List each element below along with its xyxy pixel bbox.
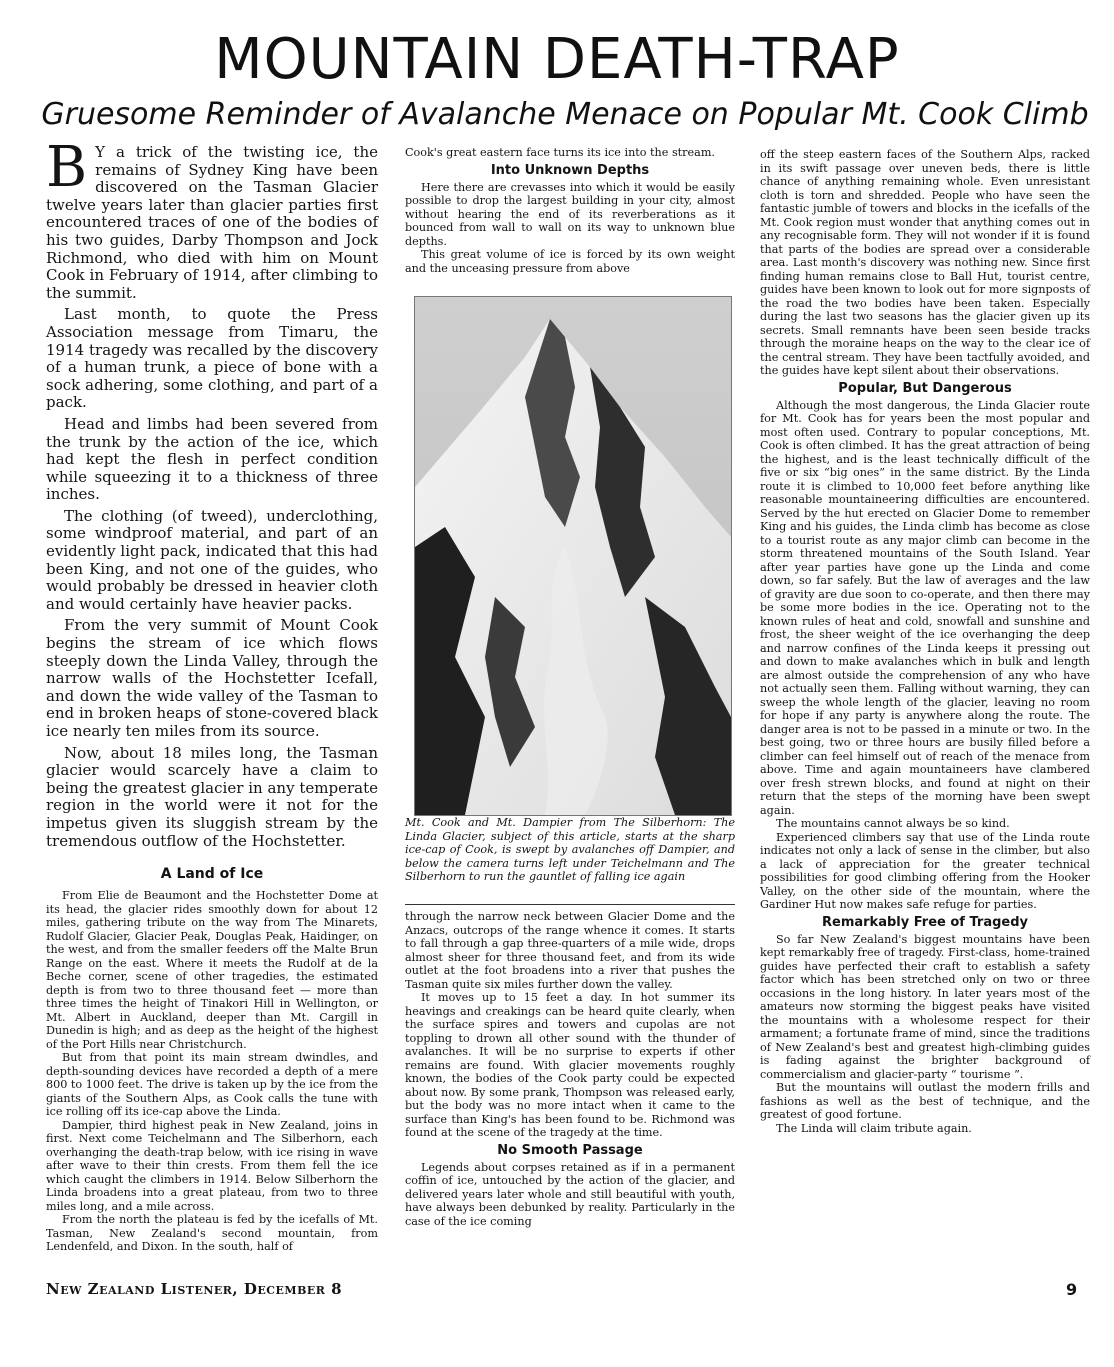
paragraph: Cook's great eastern face turns its ice into the stream. xyxy=(405,146,715,159)
article-column-2-top xyxy=(405,146,735,275)
paragraph: off the steep eastern faces of the Southern Alps, racked in its swift passage over uneven beds, there is little chance of anything remaining whole. Even unresistant cloth is torn and shredded. People who have seen the fantastic jumble of towers and blocks in the icefalls of the Mt. Cook region must wonder that anything comes out in any recognisable form. They will not wonder if it is found that parts of the bodies are spread over a considerable area. Last month's discovery was nothing new. Since first finding human remains close to Ball Hut, tourist centre, guides have been known to look out for more signposts of the road the two bodies have been taken. Especially during the last two seasons has the glacier given up its secrets. Small remnants have been seen beside tracks through the moraine heaps on the way to the clear ice of the central stream. They have been tactfully avoided, and the guides have kept silent about their observations. xyxy=(760,148,1090,377)
article-column-1 xyxy=(46,135,378,1254)
paragraph: Experienced climbers say that use of the Linda route indicates not only a lack of sense in the climber, but also a lack of appreciation for the greater technical possibilities for good climbing offering from the Hooker Valley, on the other side of the mountain, where the Gardiner Hut now makes safe refuge for parties. xyxy=(760,830,1090,911)
paragraph: But the mountains will outlast the modern frills and fashions as well as the best of technique, and the greatest of good fortune. xyxy=(760,1081,1090,1121)
section-heading-land-of-ice: A Land of Ice xyxy=(160,866,264,883)
headline: MOUNTAIN DEATH-TRAP xyxy=(214,27,900,92)
mountain-photo-illustration xyxy=(415,297,731,815)
section-heading-popular-but-dangerous: Popular, But Dangerous xyxy=(838,380,1012,396)
paragraph: So far New Zealand's biggest mountains have been kept remarkably free of tragedy. First-class, home-trained guides have perfected their craft to establish a safety factor which has been stretched only on two or three occasions in the long history. In later years most of the amateurs now storming the biggest peaks have visited the mountains with a wholesome respect for their armament; a fortunate frame of mind, since the traditions of New Zealand's best and greatest high-climbing guides is fading against the brighter background of commercialism and glacier-party “ tourisme ”. xyxy=(760,932,1090,1081)
section-heading-free-of-tragedy: Remarkably Free of Tragedy xyxy=(822,914,1028,930)
mountain-photo xyxy=(414,296,732,816)
paragraph: From Elie de Beaumont and the Hochstetter Dome at its head, the glacier rides smoothly down for about 12 miles, gathering tribute on the way from The Minarets, Rudolf Glacier, Glacier Peak, Douglas Peak, Haidinger, on the west, and from the smaller feeders off the Malte Brun Range on the east. Where it meets the Rudolf at de la Beche corner, scene of other tragedies, the estimated depth is from two to three thousand feet — more than three times the height of Tinakori Hill in Wellington, or Mt. Albert in Auckland, deeper than Mt. Cargill in Dunedin is high; and as deep as the height of the highest of the Port Hills near Christchurch. xyxy=(46,889,378,1051)
publication-footer: New Zealand Listener, December 8 xyxy=(46,1280,343,1298)
paragraph: Dampier, third highest peak in New Zealand, joins in first. Next come Teichelmann and The Silberhorn, each overhanging the death-trap below, with ice rising in wave after wave to their thin crests. From them fell the ice which caught the climbers in 1914. Below Silberhorn the Linda broadens into a great plateau, from two to three miles long, and a mile across. xyxy=(46,1118,378,1213)
section-heading-unknown-depths: Into Unknown Depths xyxy=(490,162,650,178)
paragraph: The mountains cannot always be so kind. xyxy=(776,817,1010,830)
paragraph: This great volume of ice is forced by its own weight and the unceasing pressure from above xyxy=(405,248,735,275)
section-heading-no-smooth-passage: No Smooth Passage xyxy=(497,1142,643,1158)
subheadline: Gruesome Reminder of Avalanche Menace on Popular Mt. Cook Climb xyxy=(41,97,1089,132)
page-number: 9 xyxy=(1066,1280,1078,1299)
paragraph: Last month, to quote the Press Association message from Timaru, the 1914 tragedy was recalled by the discovery of a human trunk, a piece of bone with a sock adhering, some clothing, and part of a pack. xyxy=(46,305,378,412)
paragraph: From the very summit of Mount Cook begins the stream of ice which flows steeply down the Linda Valley, through the narrow walls of the Hochstetter Icefall, and down the wide valley of the Tasman to end in broken heaps of stone-covered black ice nearly ten miles from its source. xyxy=(46,616,378,740)
drop-cap: B xyxy=(46,135,88,200)
paragraph: Here there are crevasses into which it would be easily possible to drop the largest building in your city, almost without hearing the end of its reverberations as it bounced from wall to wall on its way to unknown blue depths. xyxy=(405,180,735,248)
paragraph: The clothing (of tweed), underclothing, some windproof material, and part of an evidently light pack, indicated that this had been King, and not one of the guides, who would probably be dressed in heavier cloth and would certainly have heavier packs. xyxy=(46,506,378,613)
lead-paragraph: B Y a trick of the twisting ice, the remains of Sydney King have been discovered on the Tasman Glacier twelve years later than glacier parties first encountered traces of one of the bodies of his two guides, Darby Thompson and Jock Richmond, who died with him on Mount Cook in February of 1914, after climbing to the summit. xyxy=(46,135,378,302)
paragraph: Legends about corpses retained as if in a permanent coffin of ice, untouched by the action of the glacier, and delivered years later whole and still beautiful with youth, have always been debunked by reality. Particularly in the case of the ice coming xyxy=(405,1160,735,1228)
paragraph: Now, about 18 miles long, the Tasman glacier would scarcely have a claim to being the greatest glacier in any temperate region in the world were it not for the impetus given its sluggish stream by the tremendous outflow of the Hochstetter. xyxy=(46,743,378,850)
paragraph: From the north the plateau is fed by the icefalls of Mt. Tasman, New Zealand's second mountain, from Lendenfeld, and Dixon. In the south, half of xyxy=(46,1213,378,1254)
article-column-2-bottom xyxy=(405,910,735,1228)
paragraph: It moves up to 15 feet a day. In hot summer its heavings and creakings can be heard quite clearly, when the surface spires and towers and cupolas are not toppling to drown all other sound with the thunder of avalanches. It will be no surprise to experts if other remains are found. With glacier movements roughly known, the bodies of the Cook party could be expected about now. By some prank, Thompson was released early, but the body was no more intact when it came to the surface than King's has been found to be. Richmond was found at the scene of the tragedy at the time. xyxy=(405,991,735,1139)
paragraph: through the narrow neck between Glacier Dome and the Anzacs, outcrops of the range whence it comes. It starts to fall through a gap three-quarters of a mile wide, drops almost sheer for three thousand feet, and from its wide outlet at the foot broadens into a river that pushes the Tasman quite six miles further down the valley. xyxy=(405,910,735,991)
article-column-3 xyxy=(760,148,1090,1135)
paragraph: The Linda will claim tribute again. xyxy=(776,1121,972,1135)
paragraph: But from that point its main stream dwindles, and depth-sounding devices have recorded a depth of a mere 800 to 1000 feet. The drive is taken up by the ice from the giants of the Southern Alps, as Cook calls the tune with ice rolling off its ice-cap above the Linda. xyxy=(46,1051,378,1119)
paragraph: Head and limbs had been severed from the trunk by the action of the ice, which had kept the flesh in perfect condition while squeezing it to a thickness of three inches. xyxy=(46,414,378,504)
photo-caption: Mt. Cook and Mt. Dampier from The Silberhorn: The Linda Glacier, subject of this article, starts at the sharp ice-cap of Cook, is swept by avalanches off Dampier, and below the camera turns left under Teichelmann and The Silberhorn to run the gauntlet of falling ice again xyxy=(405,816,735,883)
paragraph: Although the most dangerous, the Linda Glacier route for Mt. Cook has for years been the most popular and most often used. Contrary to popular conceptions, Mt. Cook is often climbed. It has the great attraction of being the highest, and is the least technically difficult of the five or six “big ones” in the same district. By the Linda route it is climbed to 10,000 feet before anything like reasonable mountaineering difficulties are encountered. Served by the hut erected on Glacier Dome to remember King and his guides, the Linda climb has become as close to a tourist route as any major climb can become in the storm threatened mountains of the South Island. Year after year parties have gone up the Linda and come down, so far safely. But the law of averages and the law of gravity are due soon to co-operate, and then there may be some more bodies in the ice. Operating not to the known rules of heat and cold, snowfall and sunshine and frost, the sheer weight of the ice overhanging the deep and narrow confines of the Linda keeps it pressing out and down to make avalanches which in bulk and length are almost outside the comprehension of any who have not actually seen them. Falling without warning, they can sweep the whole length of the glacier, leaving no room for hope if any party is anywhere along the route. The danger area is not to be passed in a minute or two. In the best going, two or three hours are busily filled before a climber can feel himself out of reach of the menace from above. Time and again mountaineers have clambered over fresh strewn blocks, and found at night on their return that the steps of the morning have been swept again. xyxy=(760,398,1090,817)
caption-divider xyxy=(405,904,735,905)
